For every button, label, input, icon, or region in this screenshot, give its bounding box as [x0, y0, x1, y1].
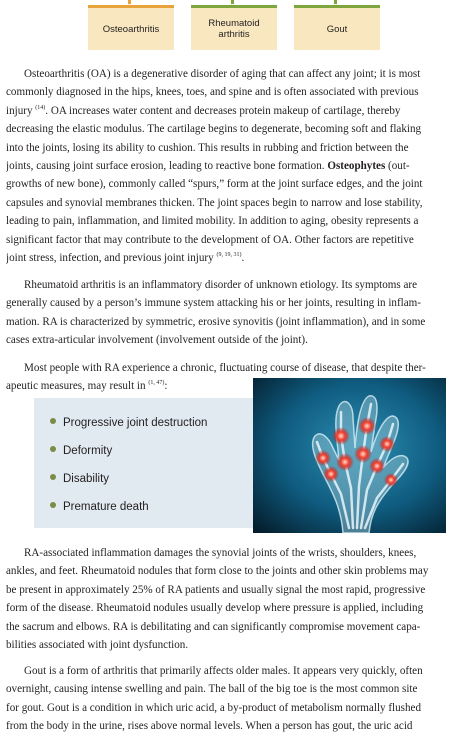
citation: (14) — [35, 104, 46, 111]
text-line: mation. RA is characterized by symmetric, erosive synovitis (joint inflammation), and in some — [6, 315, 426, 328]
ra-outcomes-box — [34, 398, 254, 528]
bullet-dot-icon — [50, 474, 56, 480]
bullet-dot-icon — [50, 502, 56, 508]
term-osteophytes: Osteophytes — [327, 159, 386, 172]
text-line: Osteoarthritis (OA) is a degenerative disorder of aging that can affect any joint; it is most — [24, 68, 421, 80]
text-line: growths of new bone), commonly called “spurs,” form at the joint surface edges, and the joint — [6, 178, 423, 191]
text-line: the sacrum and elbows. RA is debilitating and can significantly compromise movement capa- — [6, 620, 421, 633]
text-line: be present in approximately 25% of RA patients and usually signal the most rapid, progressive — [6, 583, 426, 596]
list-item: Progressive joint destruction — [50, 417, 207, 429]
text-line: Most people with RA experience a chronic, fluctuating course of disease, that despite ther- — [24, 362, 426, 374]
inflamed-hand-xray-image — [253, 378, 446, 533]
text-line: leading to pain, inflammation, and limited mobility. In addition to aging, obesity represents a — [6, 215, 419, 228]
text-line: from the body in the urine, rises above normal levels. When a person has gout, the uric acid — [6, 720, 413, 733]
text-line: capsules and synovial membranes thicken. The joint spaces begin to narrow and lose stability, — [6, 196, 423, 209]
bullet-dot-icon — [50, 418, 56, 424]
text-line: Gout is a form of arthritis that primarily affects older males. It appears very quickly, often — [24, 665, 423, 677]
text-line: bilities associated with joint dysfunction. — [6, 638, 189, 651]
text-line: overnight, causing intense swelling and pain. The ball of the big toe is the most common site — [6, 683, 418, 696]
text-line: apeutic measures, may result in $^{(1, 47)}$: — [6, 380, 168, 393]
list-item: Premature death — [50, 501, 149, 513]
paragraph-osteoarthritis — [6, 65, 464, 267]
citation: (9, 19, 31) — [216, 251, 242, 258]
text-line: generally caused by a person’s immune system attacking his or her joints, resulting in inflam- — [6, 297, 421, 310]
list-item: Deformity — [50, 445, 112, 457]
text-line: joint stress, infection, and previous joint injury $^{(9, 19, 31)}$. — [6, 251, 245, 264]
paragraph-gout — [6, 662, 464, 736]
box-rheumatoid-arthritis: Rheumatoid arthritis — [191, 8, 277, 50]
text-line: into the joints, losing its ability to cushion. This results in rubbing and friction between the — [6, 141, 409, 154]
text-line: significant factor that may contribute to the development of OA. Other factors are repetitive — [6, 233, 414, 246]
bullet-dot-icon — [50, 446, 56, 452]
citation: (1, 47) — [148, 380, 165, 387]
text-line: injury $^{(14)}$. OA increases water content and decreases protein makeup of cartilage, thereby — [6, 104, 401, 117]
text-line: for gout. Gout is a condition in which uric acid, a by-product of metabolism normally flushed — [6, 701, 422, 714]
text-line: commonly diagnosed in the hips, knees, toes, and spine and is often associated with previous — [6, 86, 419, 99]
box-osteoarthritis: Osteoarthritis — [88, 8, 174, 50]
arthritis-types-diagram — [0, 0, 468, 56]
box-gout: Gout — [294, 8, 380, 50]
text-line: decreasing the elastic modulus. The cartilage begins to degenerate, becoming soft and flaking — [6, 123, 422, 136]
text-line: ankles, and feet. Rheumatoid nodules that form close to the joints and other skin problems may — [6, 565, 429, 578]
text-line: form of the disease. Rheumatoid nodules usually develop where pressure is applied, including — [6, 602, 424, 615]
list-item: Disability — [50, 473, 109, 485]
paragraph-ra-inflammation — [6, 544, 464, 654]
text-line: joints, causing joint surface erosion, leading to reactive bone formation. Osteophytes (out- — [6, 159, 410, 172]
text-line: RA-associated inflammation damages the synovial joints of the wrists, shoulders, knees, — [24, 547, 417, 559]
text-line: Rheumatoid arthritis is an inflammatory disorder of unknown etiology. Its symptoms are — [24, 279, 418, 291]
paragraph-rheumatoid-arthritis — [6, 276, 464, 350]
text-line: cases extra-articular involvement (involvement outside of the joint). — [6, 334, 308, 347]
